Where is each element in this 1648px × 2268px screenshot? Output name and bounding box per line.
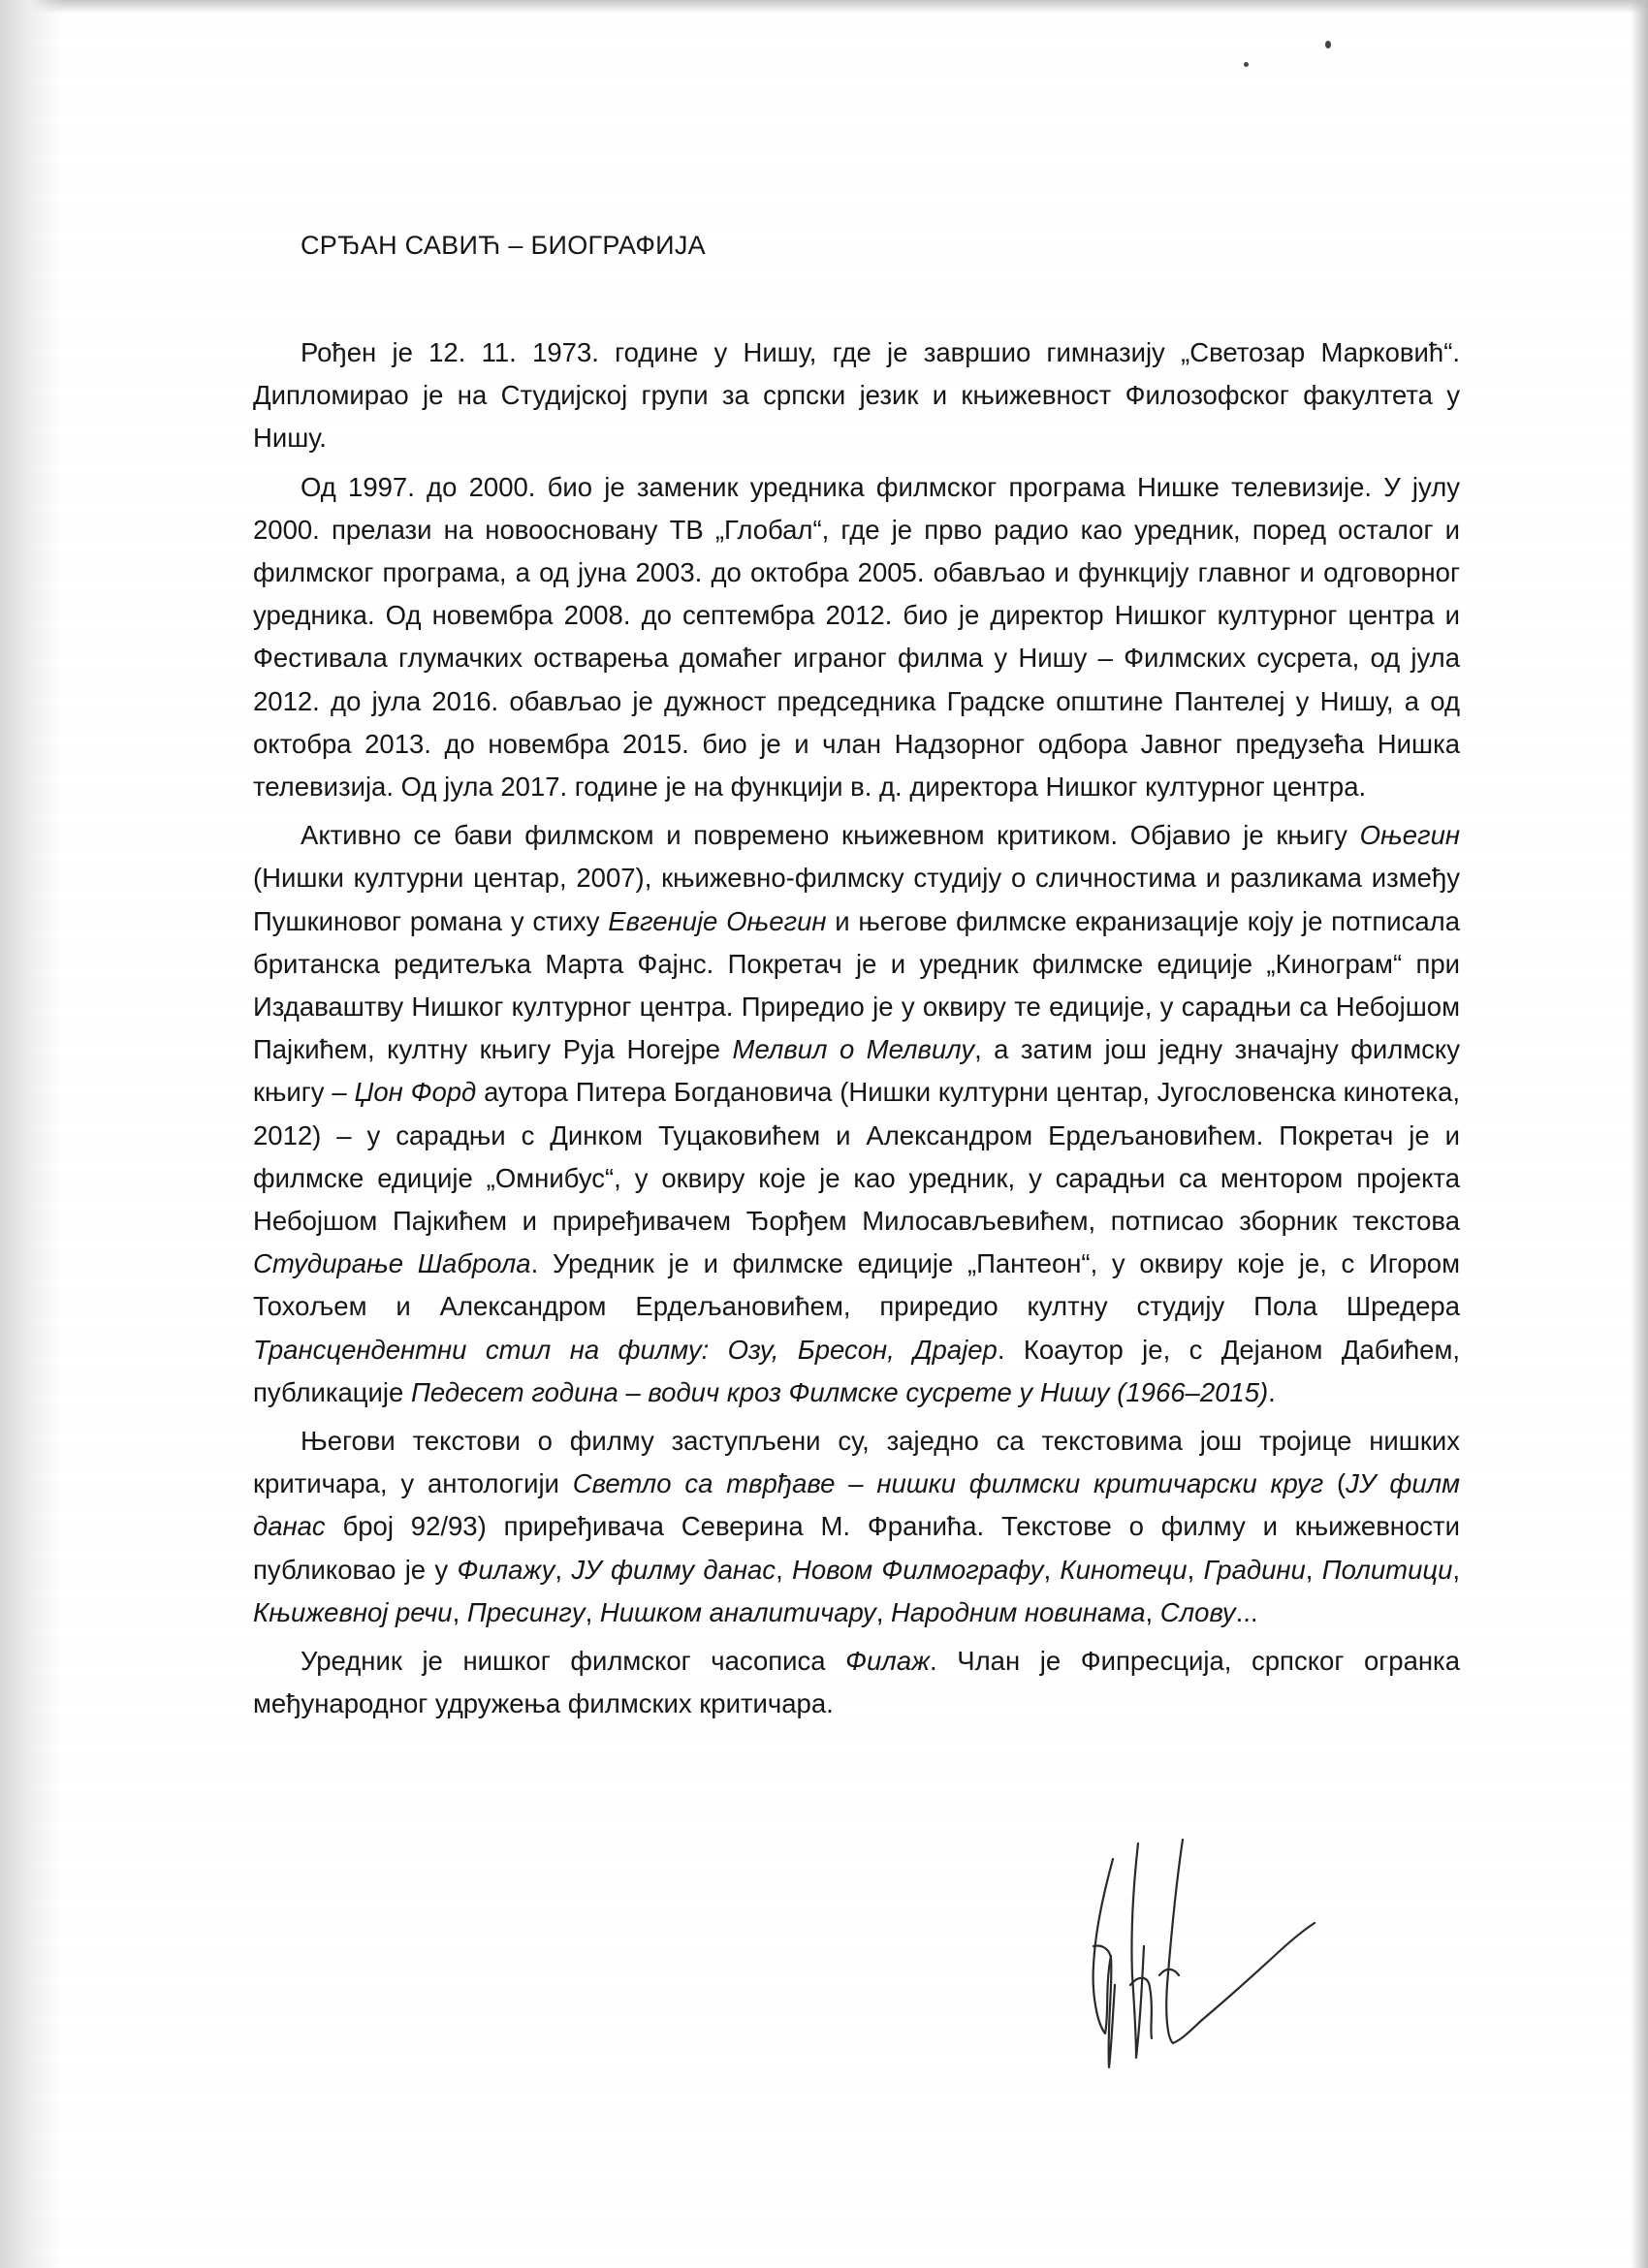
body-paragraph xyxy=(253,331,1460,460)
body-paragraph xyxy=(253,814,1460,1414)
body-paragraph xyxy=(253,1420,1460,1634)
text-run: . Коаутор је, с Дејаном Дабићем, публикације xyxy=(253,1334,1461,1407)
italic-title-run: ЈУ филм данас xyxy=(253,1468,1460,1542)
scan-top-edge xyxy=(0,0,1648,14)
text-run: ... xyxy=(1235,1596,1258,1627)
italic-title-run: Књижевној речи xyxy=(253,1596,453,1627)
italic-title-run: Џон Форд xyxy=(354,1077,477,1108)
text-run: и његове филмске екранизације коју је потписала британска редитељка Марта Фајнс. Покретач је и уредник филмске едиције „Кинограм“ при Издаваштву Нишког културног центра. Приредио је у оквиру те едиције, у сарадњи са Небојшом Пајкићем, култну књигу Руја Ногејре xyxy=(253,905,1460,1065)
italic-title-run: Нишком аналитичару xyxy=(599,1596,876,1627)
handwritten-signature xyxy=(1066,1830,1328,2101)
text-run: . Члан је Фипресција, српског огранка међународног удружења филмских критичара. xyxy=(253,1646,1460,1719)
text-run: Уредник је нишког филмског часописа xyxy=(301,1646,846,1677)
italic-title-run: Слову xyxy=(1159,1596,1236,1627)
document-body xyxy=(253,331,1460,1732)
text-run: . Уредник је и филмске едиције „Пантеон“, у оквиру које је, с Игором Тохољем и Александром Ердељановићем, приредио култну студију Пола Шредера xyxy=(253,1248,1460,1322)
body-paragraph xyxy=(253,1640,1460,1725)
italic-title-run: Народним новинама xyxy=(890,1596,1146,1627)
italic-title-run: Светло са тврђаве – нишки филмски критичарски круг xyxy=(572,1468,1324,1499)
scan-speck xyxy=(1325,41,1331,48)
text-run: Активно се бави филмском и повремено књижевном критиком. Објавио је књигу xyxy=(301,820,1360,851)
text-run: Његови текстови о филму заступљени су, заједно са текстовима још тројице нишких критичара, у антологији xyxy=(253,1426,1460,1499)
scan-speck xyxy=(1244,62,1249,67)
text-run: , а затим још једну значајну филмску књигу – xyxy=(253,1034,1460,1108)
italic-title-run: Политици xyxy=(1321,1554,1453,1585)
text-run: , xyxy=(1187,1554,1204,1585)
text-run: , xyxy=(452,1596,467,1627)
italic-title-run: Филаж xyxy=(845,1646,931,1677)
body-paragraph xyxy=(253,466,1460,809)
text-run: , xyxy=(1452,1554,1461,1585)
italic-title-run: Евгеније Оњегин xyxy=(608,905,827,936)
scan-right-edge xyxy=(1631,0,1648,2268)
italic-title-run: Студирање Шаброла xyxy=(253,1248,531,1279)
document-title: СРЂАН САВИЋ – БИОГРАФИЈА xyxy=(301,231,706,260)
text-run: (Нишки културни центар, 2007), књижевно-филмску студију о сличностима и разликама између Пушкиновог романа у стиху xyxy=(253,863,1460,936)
italic-title-run: Филажу xyxy=(457,1554,555,1585)
text-run: аутора Питера Богдановича (Нишки културни центар, Југословенска кинотека, 2012) – у сарадњи с Динком Туцаковићем и Александром Ердељановићем. Покретач је и филмске едиције „Омнибус“, у оквиру које је као уредник, у сарадњи са ментором пројекта Небојшом Пајкићем и приређивачем Ђорђем Милосављевићем, потписао зборник текстова xyxy=(253,1077,1461,1237)
text-run: Рођен је 12. 11. 1973. године у Нишу, где је завршио гимназију „Светозар Марковић“. Дипломирао је на Студијској групи за српски језик и књижевност Филозофског факултета у Нишу. xyxy=(253,337,1460,454)
italic-title-run: Трансцендентни стил на филму: Озу, Бресон, Драјер xyxy=(253,1334,998,1365)
italic-title-run: Мелвил о Мелвилу xyxy=(732,1034,975,1065)
text-run: . xyxy=(1268,1376,1276,1407)
text-run: , xyxy=(585,1596,600,1627)
italic-title-run: Педесет година – водич кроз Филмске сусрете у Нишу (1966–2015) xyxy=(410,1376,1269,1407)
text-run: Од 1997. до 2000. био је заменик уредника филмског програма Нишке телевизије. У јулу 2000. прелази на новоосновану ТВ „Глобал“, где је прво радио као уредник, поред осталог и филмског програма, а од јуна 2003. до октобра 2005. обављао и функцију главног и одговорног уредника. Од новембра 2008. до септембра 2012. био је директор Нишког културног центра и Фестивала глумачких остварења домаћег играног филма у Нишу – Филмских сусрета, од јула 2012. до јула 2016. обављао је дужност председника Градске општине Пантелеј у Нишу, а од октобра 2013. до новембра 2015. био је и члан Надзорног одбора Јавног предузећа Нишка телевизија. Од јула 2017. године је на функцији в. д. директора Нишког културног центра. xyxy=(253,471,1460,803)
italic-title-run: Кинотеци xyxy=(1060,1554,1188,1585)
italic-title-run: Пресингу xyxy=(466,1596,586,1627)
text-run: ( xyxy=(1323,1468,1347,1499)
scan-left-edge xyxy=(0,0,62,2268)
italic-title-run: Оњегин xyxy=(1359,820,1460,851)
text-run: , xyxy=(776,1554,793,1585)
text-run: број 92/93) приређивача Северина М. Франића. Текстове о филму и књижевности публиковао је у xyxy=(253,1511,1460,1585)
italic-title-run: ЈУ филму данас xyxy=(571,1554,776,1585)
italic-title-run: Градини xyxy=(1203,1554,1306,1585)
text-run: , xyxy=(875,1596,891,1627)
text-run: , xyxy=(1043,1554,1061,1585)
text-run: , xyxy=(1145,1596,1160,1627)
text-run: , xyxy=(1305,1554,1322,1585)
text-run: , xyxy=(555,1554,572,1585)
italic-title-run: Новом Филмографу xyxy=(792,1554,1044,1585)
